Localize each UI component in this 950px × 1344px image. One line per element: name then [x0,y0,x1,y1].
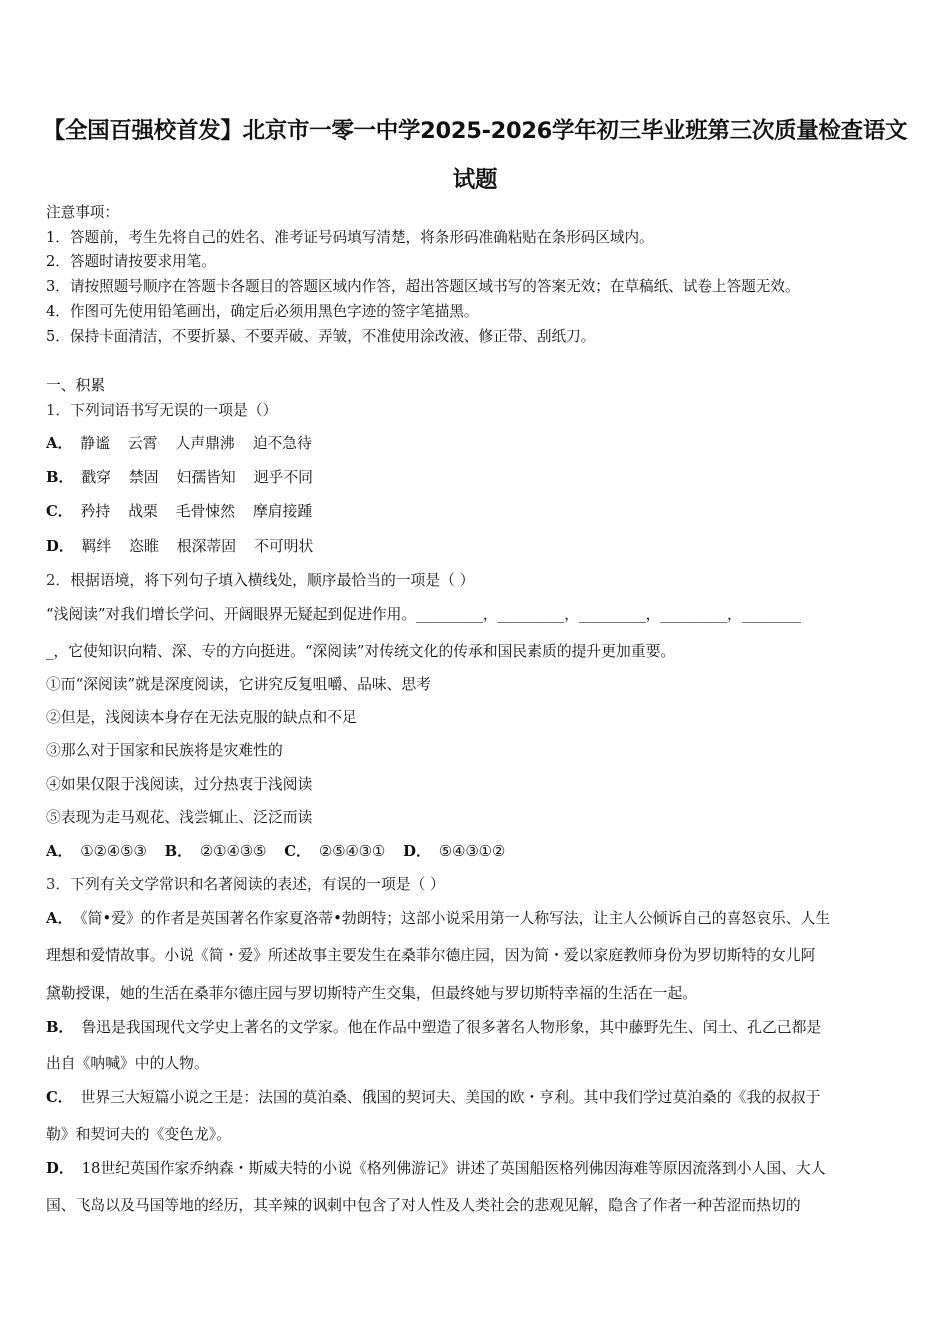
option-label: D． [46,538,74,555]
exam-title-line2: 试题 [452,167,498,193]
option-text: ②⑤④③① [318,843,386,860]
question-3-stem [46,875,906,895]
notice-item: 4．作图可先使用铅笔画出，确定后必须用黑色字迹的签字笔描黑。 [46,303,479,320]
section-heading: 一、积累 [46,377,106,394]
option-word: 摩肩接踵 [253,503,313,520]
notice-item: 2．答题时请按要求用笔。 [46,253,216,270]
option-label: B． [164,843,192,860]
question-number: 3． [46,876,71,893]
option-text: ②①④③⑤ [199,843,267,860]
option-word: 羁绊 [81,538,112,555]
question-2-stem [46,571,906,591]
q2-sentence: ①而“深阅读”就是深度阅读，它讲究反复咀嚼、品味、思考 [46,676,432,693]
q1-option-a [46,434,906,454]
option-word: 矜持 [80,503,111,520]
option-word: 根深蒂固 [176,538,237,555]
option-word: 恣睢 [129,538,159,555]
q3-option-a-line [46,909,906,929]
notice-item: 3．请按照题号顺序在答题卡各题目的答题区域内作答，超出答题区域书写的答案无效；在草稿纸、试卷上答题无效。 [46,278,800,295]
question-number: 2． [46,572,71,589]
q3-option-c-line [46,1088,906,1108]
q1-option-d [46,537,906,557]
option-label: D． [46,1160,74,1177]
option-text: 18世纪英国作家乔纳森・斯威夫特的小说《格列佛游记》讲述了英国船医格列佛因海难等原因流落到小人国、大人 [81,1160,826,1177]
q2-passage-line: _，它使知识向精、深、专的方向挺进。“深阅读”对传统文化的传承和国民素质的提升更加重要。 [46,643,676,660]
q1-option-c [46,502,906,522]
option-word: 迥乎不同 [253,469,313,486]
option-label: B． [46,469,74,486]
option-text: 世界三大短篇小说之王是：法国的莫泊桑、俄国的契诃夫、美国的欧・亨利。其中我们学过莫泊桑的《我的叔叔于 [80,1089,821,1106]
q3-option-d-line: 国、飞岛以及马国等地的经历，其辛辣的讽刺中包含了对人性及人类社会的悲观见解，隐含了作者一种苦涩而热切的 [46,1197,801,1214]
option-label: A． [46,843,73,860]
question-text: 下列词语书写无误的一项是（） [70,402,278,419]
q3-option-b-line: 出自《呐喊》中的人物。 [46,1055,209,1072]
option-label: A． [46,910,73,927]
question-number: 1． [46,402,71,419]
q2-options [46,842,906,862]
option-label: C． [46,1089,73,1106]
question-text: 下列有关文学常识和名著阅读的表述，有误的一项是（ ） [70,876,445,893]
q3-option-c-line: 勒》和契诃夫的《变色龙》。 [46,1126,231,1143]
option-word: 妇孺皆知 [176,469,236,486]
notice-item: 5．保持卡面清洁，不要折暴、不要弄破、弄皱，不准使用涂改液、修正带、刮纸刀。 [46,328,596,345]
q2-passage-line: “浅阅读”对我们增长学问、开阔眼界无疑起到促进作用。_________，_________，_________，_________，________ [46,606,801,623]
question-text: 根据语境，将下列句子填入横线处，顺序最恰当的一项是（ ） [70,572,475,589]
notice-heading: 注意事项： [46,204,119,221]
option-word: 禁固 [128,469,159,486]
q2-sentence: ⑤表现为走马观花、浅尝辄止、泛泛而读 [46,809,313,826]
q2-sentence: ④如果仅限于浅阅读，过分热衷于浅阅读 [46,776,313,793]
option-word: 不可明状 [254,538,314,555]
option-label: B． [46,1019,74,1036]
option-word: 迫不急待 [252,435,312,452]
option-label: A． [46,435,73,452]
q3-option-a-line: 理想和爱情故事。小说《简・爱》所述故事主要发生在桑菲尔德庄园，因为简・爱以家庭教师身份为罗切斯特的女儿阿 [46,947,816,964]
option-label: C． [46,503,73,520]
option-word: 人声鼎沸 [175,435,235,452]
option-word: 云霄 [127,435,158,452]
q1-option-b [46,468,906,488]
q3-option-d-line [46,1159,906,1179]
option-word: 戳穿 [81,469,111,486]
question-1-stem [46,401,906,421]
q2-sentence: ③那么对于国家和民族将是灾难性的 [46,742,283,759]
notice-item: 1．答题前，考生先将自己的姓名、准考证号码填写清楚，将条形码准确粘贴在条形码区域内。 [46,229,654,246]
option-label: D． [403,843,431,860]
q3-option-b-line [46,1018,906,1038]
q3-option-a-line: 黛勒授课，她的生活在桑菲尔德庄园与罗切斯特产生交集，但最终她与罗切斯特幸福的生活在一起。 [46,985,698,1002]
option-text: 鲁迅是我国现代文学史上著名的文学家。他在作品中塑造了很多著名人物形象，其中藤野先生、闰土、孔乙己都是 [81,1019,822,1036]
option-label: C． [284,843,311,860]
option-text: 《简•爱》的作者是英国著名作家夏洛蒂•勃朗特；这部小说采用第一人称写法，让主人公倾诉自己的喜怒哀乐、人生 [80,910,831,927]
option-word: 静谧 [80,435,110,452]
option-text: ⑤④③①② [438,843,506,860]
q2-sentence: ②但是，浅阅读本身存在无法克服的缺点和不足 [46,709,357,726]
option-text: ①②④⑤③ [80,843,147,860]
exam-title-line1: 【全国百强校首发】北京市一零一中学2025-2026学年初三毕业班第三次质量检查语文 [42,118,908,144]
option-word: 战栗 [128,503,158,520]
option-word: 毛骨悚然 [175,503,235,520]
